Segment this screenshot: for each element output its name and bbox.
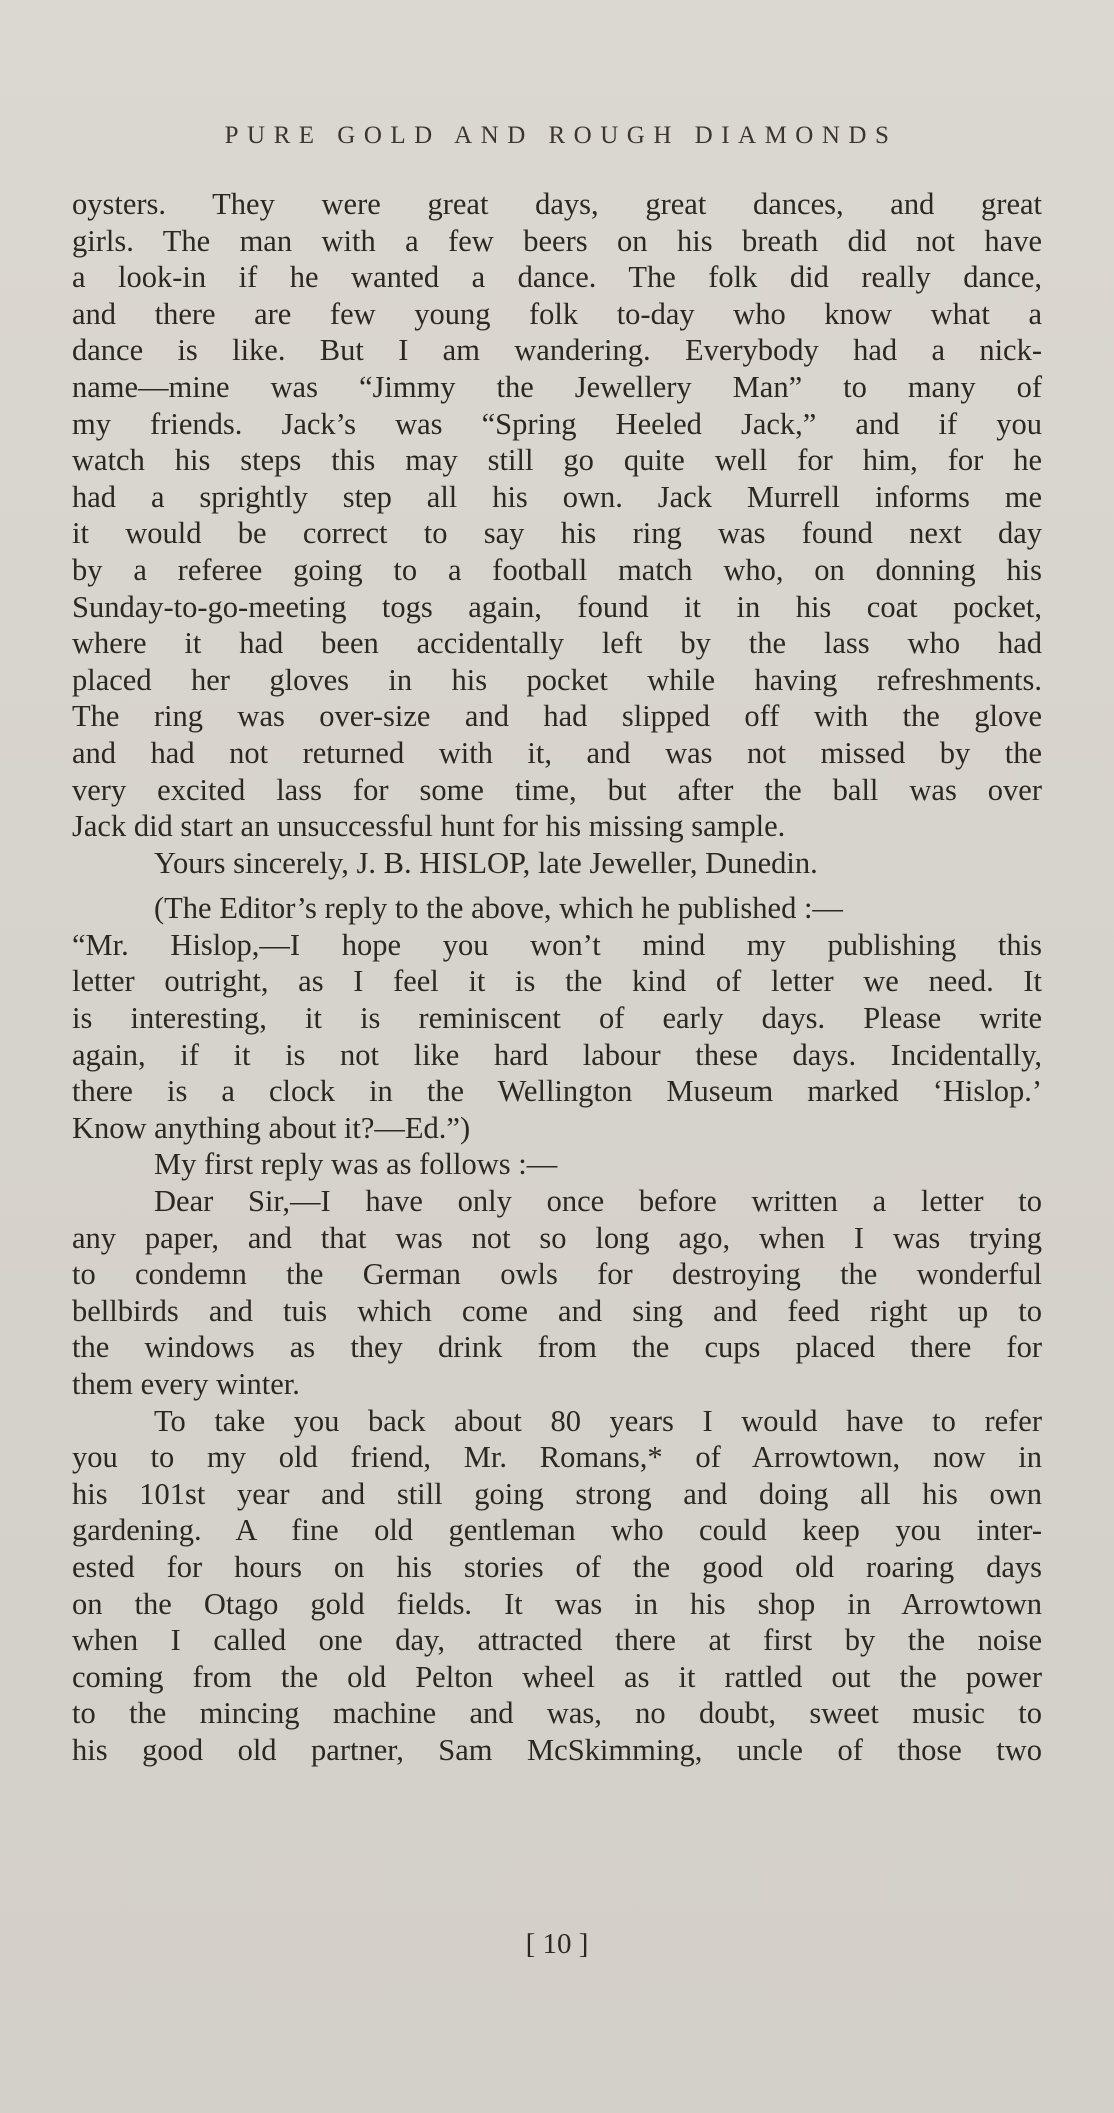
- text-line: any paper, and that was not so long ago, when I was trying: [72, 1220, 1042, 1255]
- text-line: oysters. They were great days, great dances, and great: [72, 187, 1042, 221]
- text-line: his good old partner, Sam McSkimming, uncle of those two: [72, 1732, 1042, 1767]
- text-line: Yours sincerely, J. B. HISLOP, late Jeweller, Dunedin.: [154, 845, 818, 880]
- text-line: The ring was over-size and had slipped off with the glove: [72, 699, 1042, 734]
- text-line: girls. The man with a few beers on his breath did not have: [72, 223, 1042, 258]
- text-line: where it had been accidentally left by the lass who had: [72, 626, 1042, 661]
- text-line: Sunday-to-go-meeting togs again, found it in his coat pocket,: [72, 589, 1042, 624]
- running-head: PURE GOLD AND ROUGH DIAMONDS: [224, 122, 898, 149]
- paragraph-gap: [72, 881, 1042, 890]
- text-line: the windows as they drink from the cups placed there for: [72, 1330, 1042, 1365]
- text-line: it would be correct to say his ring was found next day: [72, 516, 1042, 551]
- text-line: name—mine was “Jimmy the Jewellery Man” to many of: [72, 369, 1042, 404]
- text-line: ested for hours on his stories of the good old roaring days: [72, 1549, 1042, 1584]
- text-line: To take you back about 80 years I would have to refer: [154, 1403, 1042, 1438]
- text-line: had a sprightly step all his own. Jack Murrell informs me: [72, 479, 1042, 514]
- text-line: dance is like. But I am wandering. Everybody had a nick-: [72, 333, 1042, 368]
- text-line: them every winter.: [72, 1367, 300, 1401]
- text-line: very excited lass for some time, but after the ball was over: [72, 772, 1042, 807]
- text-line: to condemn the German owls for destroying the wonderful: [72, 1257, 1042, 1292]
- text-line: Know anything about it?—Ed.”): [72, 1110, 471, 1145]
- text-line: coming from the old Pelton wheel as it rattled out the power: [72, 1659, 1042, 1694]
- text-line: his 101st year and still going strong and doing all his own: [72, 1476, 1042, 1511]
- text-line: (The Editor’s reply to the above, which he published :—: [154, 891, 843, 926]
- text-line: gardening. A fine old gentleman who could keep you inter-: [72, 1513, 1042, 1548]
- text-line: there is a clock in the Wellington Museum marked ‘Hislop.’: [72, 1074, 1042, 1109]
- text-line: my friends. Jack’s was “Spring Heeled Jack,” and if you: [72, 406, 1042, 441]
- text-line: Jack did start an unsuccessful hunt for his missing sample.: [72, 809, 786, 844]
- text-line: is interesting, it is reminiscent of early days. Please write: [72, 1001, 1042, 1036]
- text-line: to the mincing machine and was, no doubt, sweet music to: [72, 1696, 1042, 1731]
- text-line: on the Otago gold fields. It was in his shop in Arrowtown: [72, 1586, 1042, 1621]
- page-number: [ 10 ]: [525, 1928, 589, 1960]
- text-line: you to my old friend, Mr. Romans,* of Arrowtown, now in: [72, 1440, 1042, 1475]
- text-line: bellbirds and tuis which come and sing and feed right up to: [72, 1293, 1042, 1328]
- text-line: “Mr. Hislop,—I hope you won’t mind my publishing this: [72, 927, 1042, 962]
- text-line: and there are few young folk to-day who know what a: [72, 296, 1042, 331]
- text-line: watch his steps this may still go quite well for him, for he: [72, 443, 1042, 478]
- text-line: placed her gloves in his pocket while having refreshments.: [72, 662, 1042, 697]
- text-line: again, if it is not like hard labour these days. Incidentally,: [72, 1037, 1042, 1072]
- body-text: [72, 186, 1042, 1769]
- text-line: letter outright, as I feel it is the kind of letter we need. It: [72, 964, 1042, 999]
- text-line: Dear Sir,—I have only once before written a letter to: [154, 1184, 1042, 1219]
- text-line: a look-in if he wanted a dance. The folk did really dance,: [72, 260, 1042, 295]
- text-line: by a referee going to a football match who, on donning his: [72, 552, 1042, 587]
- text-line: when I called one day, attracted there at first by the noise: [72, 1623, 1042, 1658]
- text-line: and had not returned with it, and was not missed by the: [72, 735, 1042, 770]
- text-line: My first reply was as follows :—: [154, 1147, 558, 1182]
